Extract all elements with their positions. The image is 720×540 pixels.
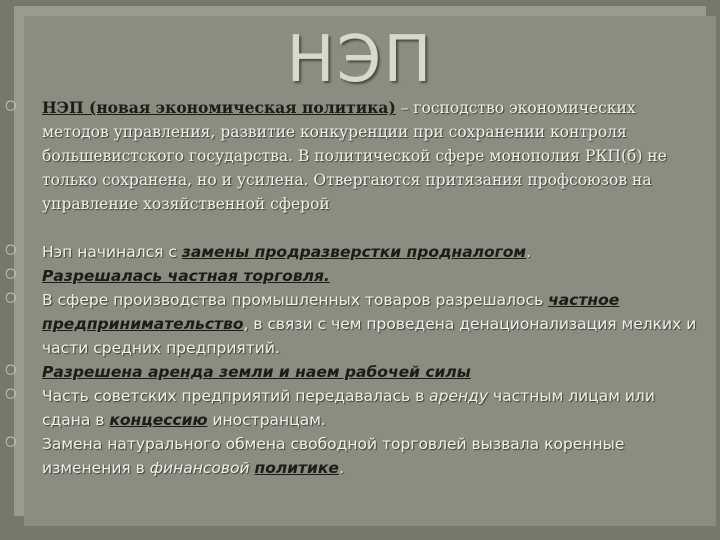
bullet-1-text: Нэп начинался с: [42, 243, 182, 261]
bullet-marker: ○: [5, 290, 17, 305]
bullet-3-emphasis: частное предпринимательство: [42, 291, 620, 333]
bullet-item-5: [42, 384, 702, 432]
bullet-6-text: Замена натурального обмена свободной торговлей вызвала коренные изменения в: [42, 435, 625, 477]
bullet-4-emphasis: Разрешена аренда земли и наем рабочей силы: [42, 363, 471, 381]
bullet-3-text: В сфере производства промышленных товаров разрешалось: [42, 291, 549, 309]
intro-text: – господство экономических методов управления, развитие конкуренции при сохранении контроля большевистского государства. В политической сфере монополия РКП(б) не только сохранена, но и усилена. Отвергаются притязания профсоюзов на управление хозяйственной сферой: [42, 99, 667, 213]
bullet-5-text: Часть советских предприятий передавалась в: [42, 387, 430, 405]
bullet-6-end: .: [338, 459, 344, 477]
bullet-1-emphasis: замены продразверстки продналогом: [181, 243, 527, 261]
bullet-6-emphasis: политике: [254, 459, 339, 477]
bullet-5-mid: частным лицам или сдана в: [42, 387, 655, 429]
bullet-1-end: .: [526, 243, 532, 261]
bullet-6-italic: финансовой: [149, 459, 250, 477]
bullet-item-4: [42, 360, 702, 384]
bullet-marker: ○: [5, 242, 17, 257]
bullet-item-2: [42, 264, 702, 288]
bullet-2-emphasis: Разрешалась частная торговля.: [42, 267, 330, 285]
bullet-5-italic: аренду: [429, 387, 489, 405]
bullet-marker: ○: [5, 362, 17, 377]
bullet-item-3: [42, 288, 702, 360]
slide-title: НЭП: [286, 23, 434, 97]
intro-paragraph: [42, 96, 702, 216]
bullet-marker: ○: [5, 434, 17, 449]
bullet-5-emphasis: концессию: [109, 411, 208, 429]
intro-term: НЭП (новая экономическая политика): [42, 98, 396, 117]
bullet-item-6: [42, 432, 702, 480]
bullet-3-end: , в связи с чем проведена денационализация мелких и части средних предприятий.: [42, 315, 697, 357]
bullet-5-end: иностранцам.: [207, 411, 326, 429]
bullet-item-1: [42, 240, 702, 264]
bullet-marker: ○: [5, 98, 17, 113]
bullet-marker: ○: [5, 266, 17, 281]
bullet-marker: ○: [5, 386, 17, 401]
